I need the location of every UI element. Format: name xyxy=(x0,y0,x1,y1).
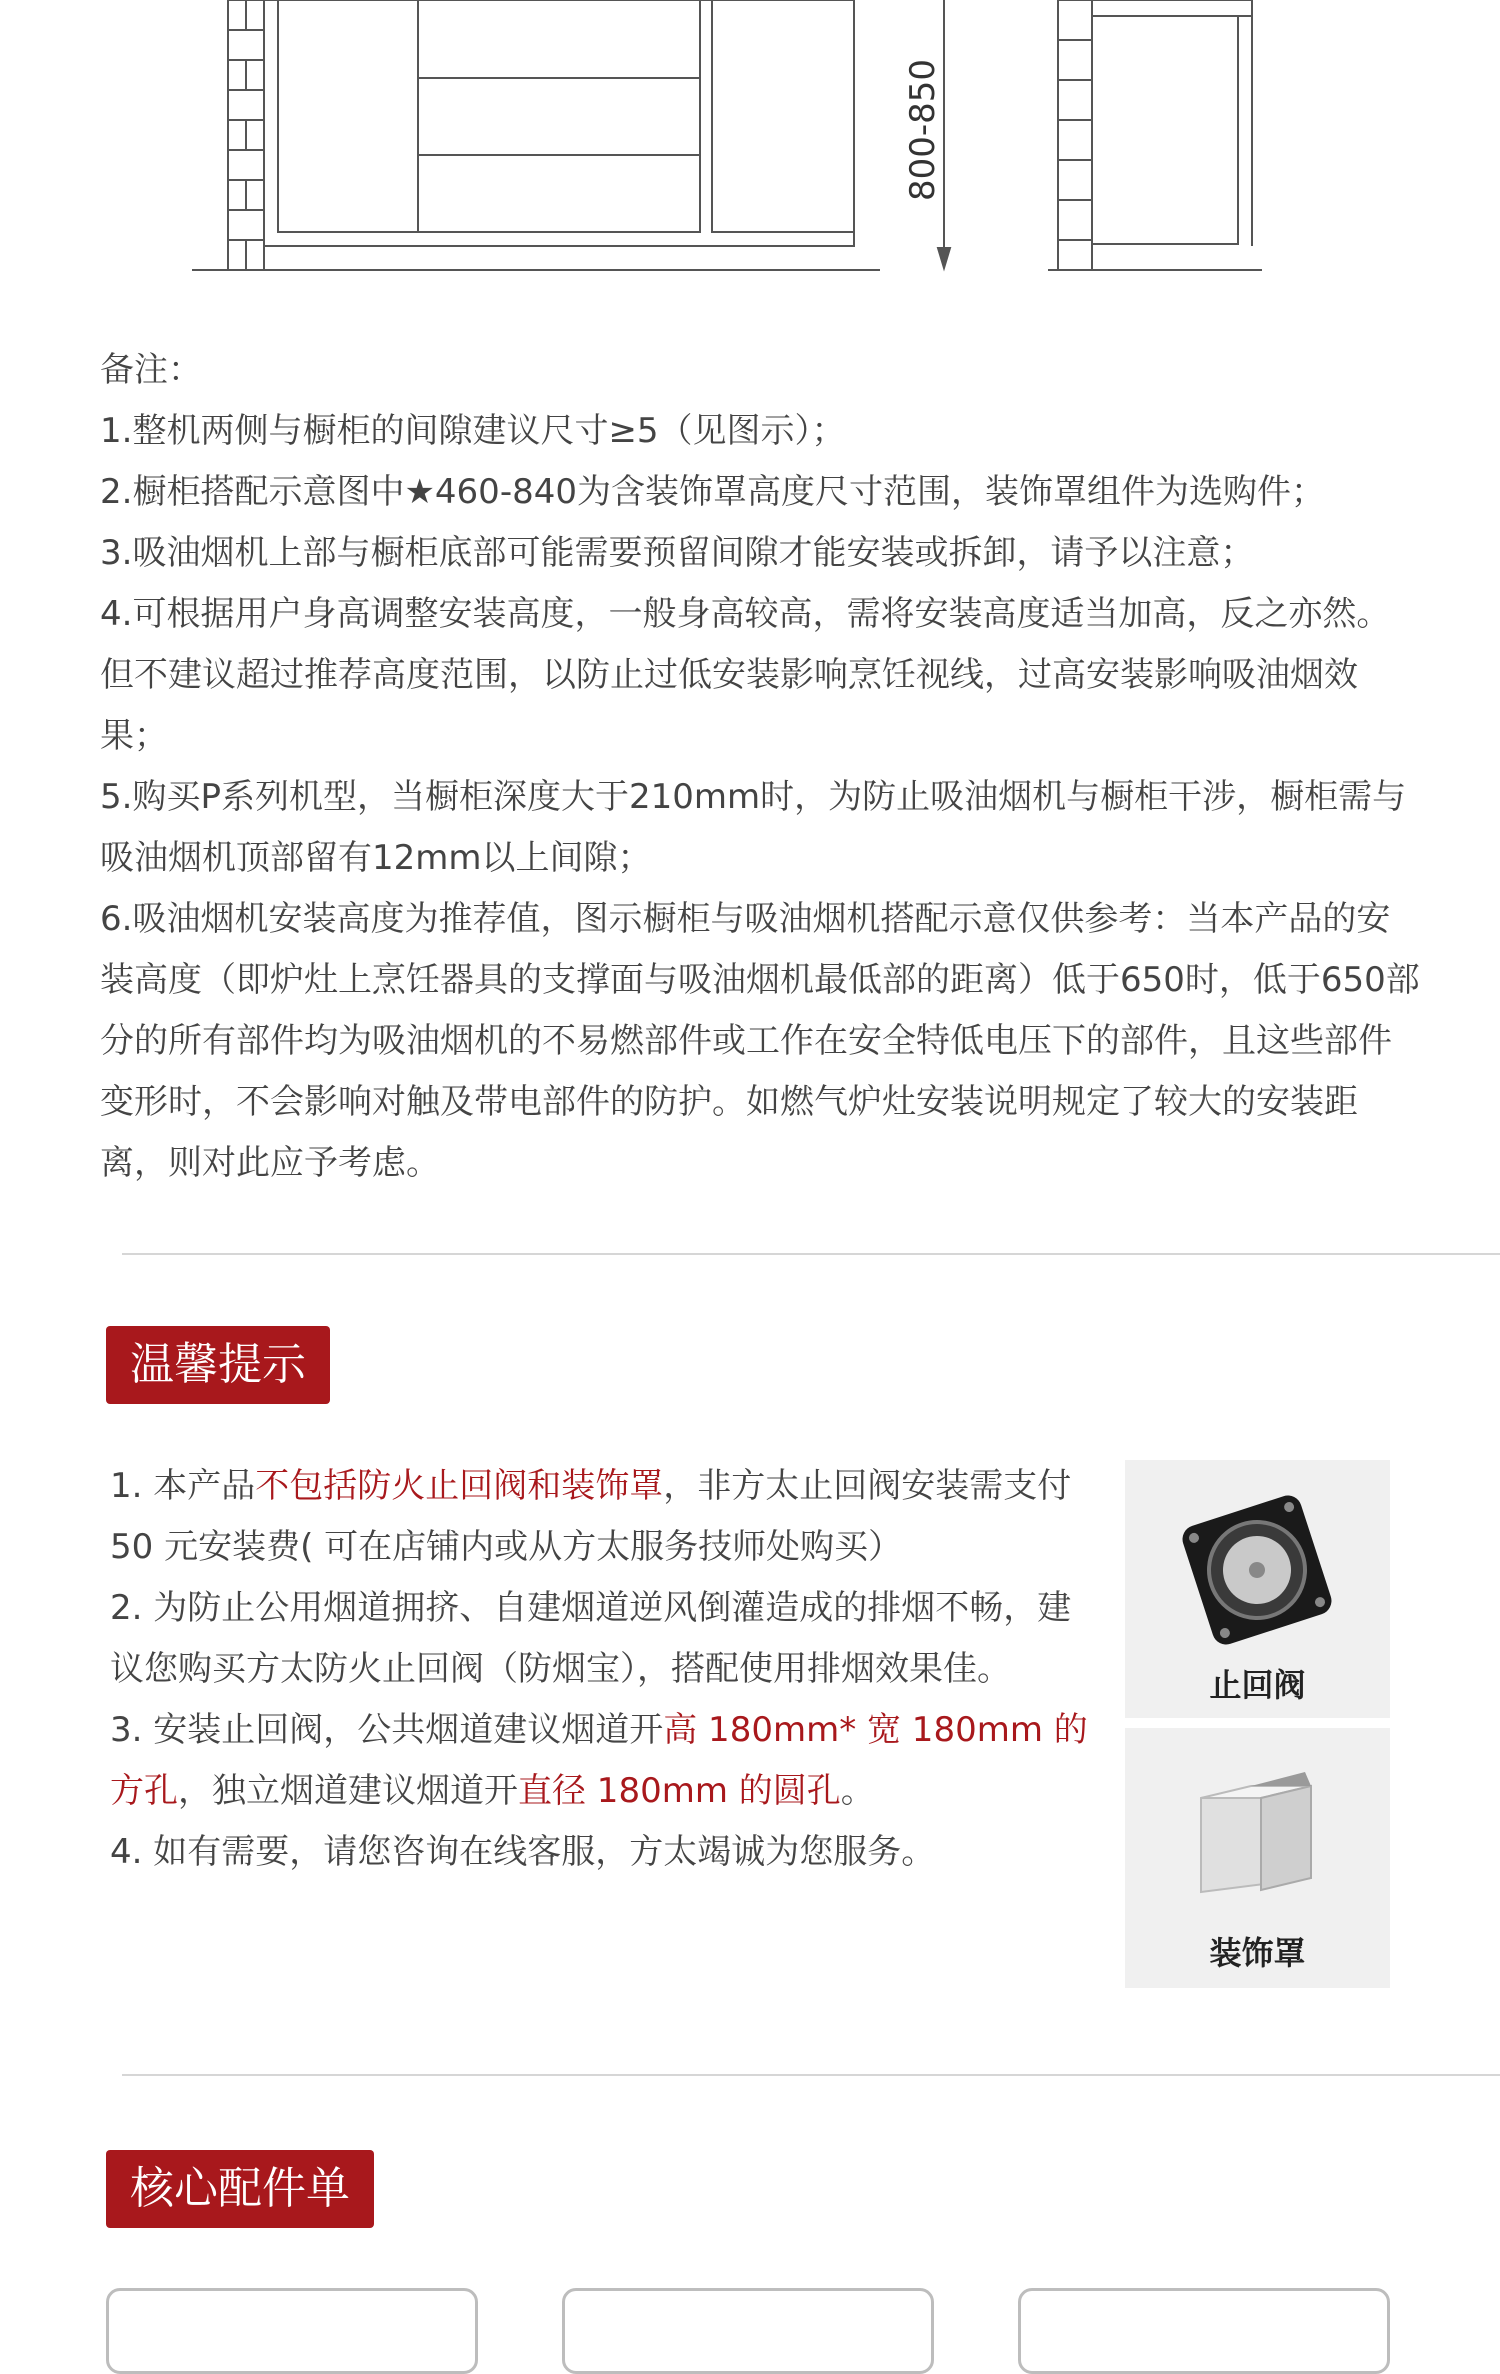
cabinet-dimension-diagram xyxy=(0,0,1500,290)
decorative-cover-icon xyxy=(1125,1728,1390,1928)
note-item-5: 5.购买P系列机型，当橱柜深度大于210mm时，为防止吸油烟机与橱柜干涉，橱柜需与吸油烟机顶部留有12mm以上间隙； xyxy=(100,777,1407,878)
tip-3-highlight-round: 直径 180mm 的圆孔 xyxy=(518,1771,841,1811)
accessory-card xyxy=(1018,2288,1390,2374)
cover-thumbnail xyxy=(1125,1728,1390,1988)
note-item-6: 6.吸油烟机安装高度为推荐值，图示橱柜与吸油烟机搭配示意仅供参考：当本产品的安装高度（即炉灶上烹饪器具的支撑面与吸油烟机最低部的距离）低于650时，低于650部分的所有部件均为吸油烟机的不易燃部件或工作在安全特低电压下的部件，且这些部件变形时，不会影响对触及带电部件的防护。如燃气炉灶安装说明规定了较大的安装距离，则对此应予考虑。 xyxy=(100,899,1420,1183)
tip-1-text-c: ，非方太止回阀安装需支付 50 元安装费( 可在店铺内或从方太服务技师处购买） xyxy=(110,1466,1072,1567)
tip-3-highlight-square: 高 180mm* 宽 180mm 的方孔 xyxy=(110,1710,1088,1811)
notes-section xyxy=(100,340,1420,1194)
section-divider-2 xyxy=(122,2074,1500,2076)
tip-item-2: 2. 为防止公用烟道拥挤、自建烟道逆风倒灌造成的排烟不畅，建议您购买方太防火止回阀（防烟宝），搭配使用排烟效果佳。 xyxy=(110,1588,1072,1689)
check-valve-thumbnail xyxy=(1125,1460,1390,1718)
tip-1-text-a: 1. 本产品 xyxy=(110,1466,256,1506)
notes-heading: 备注： xyxy=(100,350,202,390)
tip-3-text-a: 3. 安装止回阀，公共烟道建议烟道开 xyxy=(110,1710,664,1750)
tip-item-3 xyxy=(110,1700,1090,1822)
accessories-title: 核心配件单 xyxy=(106,2150,374,2228)
note-item-3: 3.吸油烟机上部与橱柜底部可能需要预留间隙才能安装或拆卸，请予以注意； xyxy=(100,533,1255,573)
tip-1-highlight: 不包括防火止回阀和装饰罩 xyxy=(255,1466,664,1506)
tip-3-text-e: 。 xyxy=(840,1771,875,1811)
tips-title: 温馨提示 xyxy=(106,1326,330,1404)
dimension-label: 800-850 xyxy=(903,58,943,202)
note-item-1: 1.整机两侧与橱柜的间隙建议尺寸≥5（见图示）； xyxy=(100,411,846,451)
tips-list xyxy=(110,1456,1090,1883)
check-valve-icon xyxy=(1125,1470,1390,1670)
check-valve-caption: 止回阀 xyxy=(1209,1666,1306,1704)
note-item-4: 4.可根据用户身高调整安装高度，一般身高较高，需将安装高度适当加高，反之亦然。但不建议超过推荐高度范围，以防止过低安装影响烹饪视线，过高安装影响吸油烟效果； xyxy=(100,594,1391,756)
accessory-card xyxy=(106,2288,478,2374)
section-divider xyxy=(122,1253,1500,1255)
tip-3-text-c: ，独立烟道建议烟道开 xyxy=(178,1771,518,1811)
accessory-card xyxy=(562,2288,934,2374)
cover-caption: 装饰罩 xyxy=(1209,1934,1306,1972)
tip-item-4: 4. 如有需要，请您咨询在线客服，方太竭诚为您服务。 xyxy=(110,1832,936,1872)
tip-item-1 xyxy=(110,1456,1090,1578)
note-item-2: 2.橱柜搭配示意图中★460-840为含装饰罩高度尺寸范围，装饰罩组件为选购件； xyxy=(100,472,1325,512)
